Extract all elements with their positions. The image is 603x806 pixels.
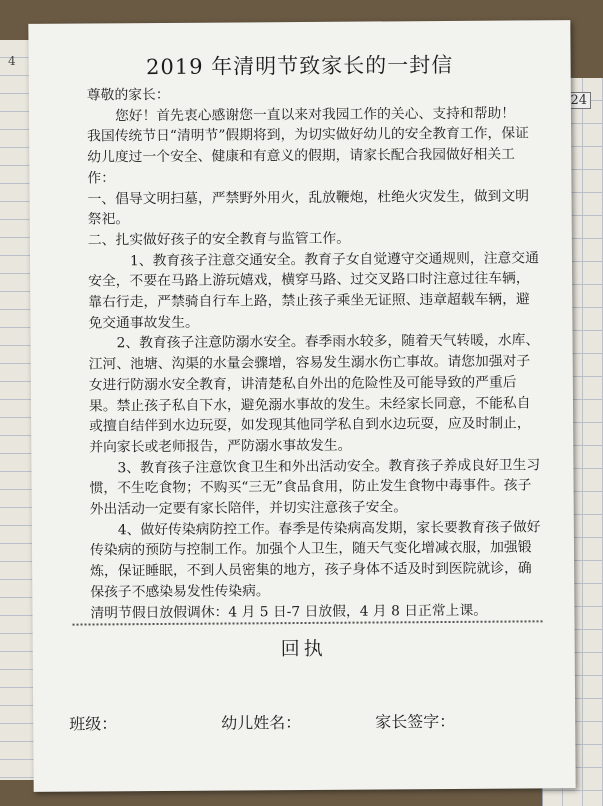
paragraph-holiday-schedule: 清明节假日放假调休：4 月 5 日-7 日放假，4 月 8 日正常上课。	[90, 602, 488, 622]
class-field-label: 班级：	[69, 714, 118, 734]
paragraph-food-safety: 3、教育孩子注意饮食卫生和外出活动安全。教育孩子养成良好卫生习惯，不生吃食物；不购买“三无”食品食用，防止发生食物中毒事件。孩子外出活动一定要有家长陪伴，并切实注意孩子安全。	[89, 456, 541, 518]
reply-title: 回执	[280, 637, 327, 661]
letter-paper	[28, 20, 575, 792]
paragraph-water-safety: 2、教育孩子注意防溺水安全。春季雨水较多，随着天气转暖，水库、江河、池塘、沟渠的水量会骤增，容易发生溺水伤亡事故。请您加强对子女进行防溺水安全教育，讲清楚私自外出的危险性及可能导致的严重后果。禁止孩子私自下水，避免溺水事故的发生。未经家长同意，不能私自或擅自结伴到水边玩耍，如发现其他同学私自到水边玩耍，应及时制止，并向家长或老师报告，严防溺水事故发生。	[88, 332, 540, 456]
paragraph-disease-control: 4、做好传染病防控工作。春季是传染病高发期，家长要教育孩子做好传染病的预防与控制工作。加强个人卫生，随天气变化增减衣服，加强锻炼，保证睡眠，不到人员密集的地方，孩子身体不适及时到医院就诊，确保孩子不感染易发性传染病。	[89, 519, 541, 601]
salutation: 尊敬的家长：	[86, 86, 170, 104]
parent-signature-field-label: 家长签字：	[375, 711, 456, 732]
child-name-field-label: 幼儿姓名：	[221, 713, 302, 733]
paragraph-intro: 我国传统节日“清明节”假期将到，为切实做好幼儿的安全教育工作，保证幼儿度过一个安全、健康和有意义的假期，请家长配合我园做好相关工作：	[87, 125, 529, 187]
paragraph-greeting: 您好！首先衷心感谢您一直以来对我园工作的关心、支持和帮助！	[114, 105, 516, 125]
ledger-page-number-right: 24	[566, 92, 591, 109]
reply-fields	[69, 708, 549, 734]
letter-body	[87, 82, 543, 623]
paragraph-item-2: 二、扎实做好孩子的安全教育与监管工作。	[87, 230, 351, 249]
paragraph-item-1: 一、倡导文明扫墓，严禁野外用火，乱放鞭炮，杜绝火灾发生，做到文明祭祀。	[87, 187, 530, 228]
letter-title: 2019 年清明节致家长的一封信	[145, 52, 454, 80]
paragraph-traffic-safety: 1、教育孩子注意交通安全。教育子女自觉遵守交通规则，注意交通安全，不要在马路上游玩嬉戏，横穿马路、过交叉路口时注意过往车辆，靠右行走，严禁骑自行车上路，禁止孩子乘坐无证照、违章超载车辆，避免交通事故发生。	[88, 249, 539, 332]
ledger-page-number-left: 4	[8, 54, 16, 68]
